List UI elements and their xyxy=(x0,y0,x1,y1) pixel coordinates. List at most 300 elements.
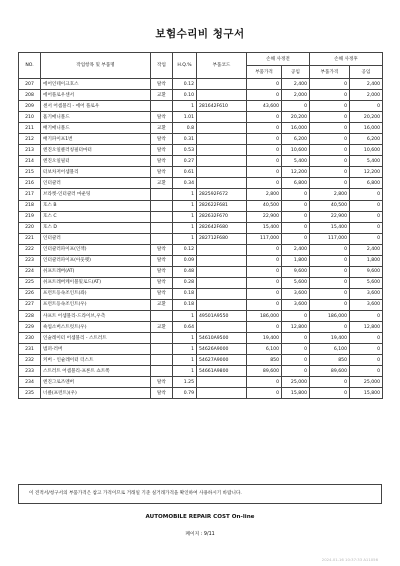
cell-before-labor: 6,800 xyxy=(282,178,310,189)
cell-before-part-price: 0 xyxy=(247,134,282,145)
cell-work xyxy=(151,355,173,366)
cell-no: 222 xyxy=(19,244,41,255)
cell-after-part-price: 0 xyxy=(310,167,350,178)
cell-after-labor: 0 xyxy=(350,101,383,112)
cell-item-name: 호스 B xyxy=(41,200,151,211)
cell-work: 탈착 xyxy=(151,266,173,277)
cell-no: 230 xyxy=(19,333,41,344)
cell-part-code: 282622F681 xyxy=(197,200,247,211)
cell-part-code xyxy=(197,255,247,266)
cell-item-name: 엔진그로즈멘버 xyxy=(41,377,151,388)
cell-after-part-price: 15,400 xyxy=(310,222,350,233)
table-row xyxy=(19,344,383,355)
cell-no: 225 xyxy=(19,277,41,288)
cell-item-name: 인터쿨러 xyxy=(41,233,151,244)
table-row xyxy=(19,333,383,344)
cell-work: 탈착 xyxy=(151,377,173,388)
cell-before-part-price: 43,600 xyxy=(247,101,282,112)
cell-before-part-price: 0 xyxy=(247,112,282,123)
cell-before-part-price: 0 xyxy=(247,178,282,189)
cell-work: 교환 xyxy=(151,90,173,101)
cell-after-part-price: 0 xyxy=(310,299,350,310)
cell-work: 교환 xyxy=(151,299,173,310)
cell-item-name: 브라켓-인터쿨러 마운팅 xyxy=(41,189,151,200)
cell-item-name: 쇽업소버스트럿트(우) xyxy=(41,322,151,333)
cell-before-part-price: 6,100 xyxy=(247,344,282,355)
cell-item-name: 배기파이프1번 xyxy=(41,134,151,145)
cell-before-part-price: 2,800 xyxy=(247,189,282,200)
cell-after-labor: 6,800 xyxy=(350,178,383,189)
table-row xyxy=(19,377,383,388)
cell-work xyxy=(151,189,173,200)
cell-hq: 1 xyxy=(173,310,197,321)
cell-after-labor: 0 xyxy=(350,355,383,366)
cell-item-name: 프런트등속조인트(좌) xyxy=(41,288,151,299)
cell-after-labor: 0 xyxy=(350,211,383,222)
cell-hq: 1 xyxy=(173,333,197,344)
header-no: NO. xyxy=(19,53,41,79)
cell-work xyxy=(151,233,173,244)
cell-no: 221 xyxy=(19,233,41,244)
cell-before-labor: 9,600 xyxy=(282,266,310,277)
cell-no: 226 xyxy=(19,288,41,299)
cell-before-labor: 10,600 xyxy=(282,145,310,156)
table-row xyxy=(19,388,383,399)
cell-part-code xyxy=(197,79,247,90)
table-row xyxy=(19,266,383,277)
cell-before-part-price: 0 xyxy=(247,322,282,333)
cell-work: 탈착 xyxy=(151,167,173,178)
table-row xyxy=(19,79,383,90)
cell-hq: 1 xyxy=(173,211,197,222)
cell-hq: 0.79 xyxy=(173,388,197,399)
cell-before-labor: 0 xyxy=(282,101,310,112)
cell-no: 227 xyxy=(19,299,41,310)
cell-before-part-price: 850 xyxy=(247,355,282,366)
cell-work: 탈착 xyxy=(151,112,173,123)
cell-item-name: 인슐레이터 어셈블리 - 스트러트 xyxy=(41,333,151,344)
cell-work xyxy=(151,310,173,321)
cell-before-part-price: 89,600 xyxy=(247,366,282,377)
cell-before-labor: 2,400 xyxy=(282,244,310,255)
cell-no: 220 xyxy=(19,222,41,233)
cell-before-labor: 0 xyxy=(282,211,310,222)
cell-hq: 0.61 xyxy=(173,167,197,178)
cell-item-name: 범퍼-러버 xyxy=(41,344,151,355)
disclaimer-note: 이 견적서/청구서의 부품가격은 참고 가격이므로 거래일 기준 실거래가격을 확인하여 사용하시기 바랍니다. xyxy=(18,484,382,504)
cell-after-labor: 3,600 xyxy=(350,288,383,299)
cell-after-part-price: 6,100 xyxy=(310,344,350,355)
cell-before-labor: 0 xyxy=(282,366,310,377)
cell-hq: 0.09 xyxy=(173,255,197,266)
cell-item-name: 에어인테이크호스 xyxy=(41,79,151,90)
cell-hq: 1 xyxy=(173,366,197,377)
table-row xyxy=(19,167,383,178)
cell-part-code xyxy=(197,123,247,134)
cell-before-labor: 0 xyxy=(282,222,310,233)
cell-hq: 0.64 xyxy=(173,322,197,333)
header-after-part-price: 부품가격 xyxy=(310,66,350,79)
table-row xyxy=(19,288,383,299)
header-before-labor: 공임 xyxy=(282,66,310,79)
cell-after-part-price: 117,000 xyxy=(310,233,350,244)
cell-hq: 1 xyxy=(173,355,197,366)
cell-before-part-price: 0 xyxy=(247,123,282,134)
cell-after-part-price: 0 xyxy=(310,288,350,299)
cell-after-labor: 0 xyxy=(350,222,383,233)
cell-after-part-price: 89,600 xyxy=(310,366,350,377)
cell-hq: 0.18 xyxy=(173,299,197,310)
cell-before-labor: 20,200 xyxy=(282,112,310,123)
cell-after-labor: 5,600 xyxy=(350,277,383,288)
cell-part-code: 54626A9000 xyxy=(197,344,247,355)
cell-part-code xyxy=(197,266,247,277)
table-row xyxy=(19,322,383,333)
cell-no: 213 xyxy=(19,145,41,156)
table-row xyxy=(19,299,383,310)
cell-after-labor: 25,000 xyxy=(350,377,383,388)
cell-before-part-price: 0 xyxy=(247,299,282,310)
cell-hq: 0.18 xyxy=(173,288,197,299)
cell-no: 210 xyxy=(19,112,41,123)
cell-work: 교환 xyxy=(151,178,173,189)
cell-after-part-price: 0 xyxy=(310,156,350,167)
cell-no: 215 xyxy=(19,167,41,178)
cell-no: 235 xyxy=(19,388,41,399)
cell-no: 212 xyxy=(19,134,41,145)
header-before: 손해 사정전 xyxy=(247,53,310,66)
cell-after-labor: 0 xyxy=(350,344,383,355)
cell-no: 211 xyxy=(19,123,41,134)
cell-item-name: 너클(프런트)(우) xyxy=(41,388,151,399)
cell-work: 탈착 xyxy=(151,145,173,156)
cell-no: 208 xyxy=(19,90,41,101)
header-before-part-price: 부품가격 xyxy=(247,66,282,79)
cell-item-name: 흡기매니폴드 xyxy=(41,112,151,123)
cell-part-code: 282632F670 xyxy=(197,211,247,222)
cell-before-part-price: 117,000 xyxy=(247,233,282,244)
cell-after-part-price: 0 xyxy=(310,101,350,112)
table-row xyxy=(19,244,383,255)
table-row xyxy=(19,255,383,266)
table-row xyxy=(19,123,383,134)
cell-after-labor: 12,800 xyxy=(350,322,383,333)
cell-before-part-price: 0 xyxy=(247,156,282,167)
cell-item-name: 에어플로우센서 xyxy=(41,90,151,101)
cell-after-labor: 0 xyxy=(350,366,383,377)
table-row xyxy=(19,145,383,156)
cell-after-part-price: 22,900 xyxy=(310,211,350,222)
cell-item-name: 스트러트 어셈블리-프론트 쇼트쪽 xyxy=(41,366,151,377)
cell-item-name: 호스 D xyxy=(41,222,151,233)
cell-before-labor: 0 xyxy=(282,310,310,321)
cell-after-labor: 9,600 xyxy=(350,266,383,277)
table-row xyxy=(19,277,383,288)
cell-after-part-price: 0 xyxy=(310,277,350,288)
cell-no: 217 xyxy=(19,189,41,200)
cell-before-labor: 0 xyxy=(282,333,310,344)
cell-work xyxy=(151,200,173,211)
cell-hq: 1 xyxy=(173,189,197,200)
cell-no: 229 xyxy=(19,322,41,333)
cell-after-labor: 2,400 xyxy=(350,79,383,90)
cell-before-labor: 0 xyxy=(282,233,310,244)
cell-before-part-price: 19,400 xyxy=(247,333,282,344)
print-stamp: 2024-01-16 10:37:33 A11056 xyxy=(321,557,378,562)
cell-after-labor: 16,000 xyxy=(350,123,383,134)
cell-before-part-price: 0 xyxy=(247,90,282,101)
cell-after-part-price: 186,000 xyxy=(310,310,350,321)
cell-part-code: 281642F610 xyxy=(197,101,247,112)
cell-before-part-price: 0 xyxy=(247,167,282,178)
cell-after-labor: 10,600 xyxy=(350,145,383,156)
cell-hq: 0.48 xyxy=(173,266,197,277)
cell-after-part-price: 0 xyxy=(310,178,350,189)
cell-part-code: 54627A9000 xyxy=(197,355,247,366)
cell-before-labor: 0 xyxy=(282,355,310,366)
cell-work: 교환 xyxy=(151,322,173,333)
cell-before-labor: 2,400 xyxy=(282,79,310,90)
cell-work xyxy=(151,333,173,344)
cell-work: 탈착 xyxy=(151,288,173,299)
cell-before-labor: 3,600 xyxy=(282,288,310,299)
header-hq: H.Q.% xyxy=(173,53,197,79)
cell-after-labor: 0 xyxy=(350,200,383,211)
cell-part-code: 282712F680 xyxy=(197,233,247,244)
header-item: 작업항목 및 부품명 xyxy=(41,53,151,79)
cell-work: 탈착 xyxy=(151,244,173,255)
cell-after-part-price: 0 xyxy=(310,145,350,156)
cell-hq: 1 xyxy=(173,101,197,112)
table-row xyxy=(19,189,383,200)
cell-no: 228 xyxy=(19,310,41,321)
claim-sheet xyxy=(18,52,382,399)
cell-before-part-price: 0 xyxy=(247,266,282,277)
cell-before-labor: 5,400 xyxy=(282,156,310,167)
cell-hq: 0.31 xyxy=(173,134,197,145)
cell-hq: 0.34 xyxy=(173,178,197,189)
cell-after-labor: 1,800 xyxy=(350,255,383,266)
cell-before-part-price: 40,500 xyxy=(247,200,282,211)
cell-hq: 0.53 xyxy=(173,145,197,156)
document-title: 보험수리비 청구서 xyxy=(155,28,245,40)
cell-part-code xyxy=(197,167,247,178)
cell-after-part-price: 40,500 xyxy=(310,200,350,211)
cell-item-name: 인터쿨러파이프(인젝) xyxy=(41,244,151,255)
header-work: 작업 xyxy=(151,53,173,79)
claim-table xyxy=(18,52,383,399)
cell-after-labor: 15,800 xyxy=(350,388,383,399)
cell-part-code xyxy=(197,277,247,288)
cell-part-code xyxy=(197,377,247,388)
cell-work: 탈착 xyxy=(151,79,173,90)
cell-work: 탈착 xyxy=(151,134,173,145)
table-row xyxy=(19,222,383,233)
cell-hq: 1 xyxy=(173,344,197,355)
cell-no: 233 xyxy=(19,366,41,377)
cell-after-part-price: 0 xyxy=(310,90,350,101)
cell-before-labor: 16,000 xyxy=(282,123,310,134)
cell-no: 209 xyxy=(19,101,41,112)
cell-hq: 1 xyxy=(173,233,197,244)
cell-no: 218 xyxy=(19,200,41,211)
cell-after-labor: 2,400 xyxy=(350,244,383,255)
table-row xyxy=(19,200,383,211)
footer-title: AUTOMOBILE REPAIR COST On-line xyxy=(145,514,255,520)
cell-no: 214 xyxy=(19,156,41,167)
cell-after-labor: 3,600 xyxy=(350,299,383,310)
cell-after-part-price: 0 xyxy=(310,388,350,399)
cell-part-code: 54661A9800 xyxy=(197,366,247,377)
cell-before-part-price: 15,400 xyxy=(247,222,282,233)
cell-hq: 1 xyxy=(173,200,197,211)
cell-before-part-price: 0 xyxy=(247,255,282,266)
cell-before-part-price: 186,000 xyxy=(247,310,282,321)
table-row xyxy=(19,211,383,222)
cell-hq: 0.10 xyxy=(173,90,197,101)
cell-hq: 0.28 xyxy=(173,277,197,288)
cell-hq: 0.12 xyxy=(173,79,197,90)
cell-after-part-price: 0 xyxy=(310,112,350,123)
cell-before-part-price: 0 xyxy=(247,145,282,156)
table-body xyxy=(19,79,383,399)
cell-part-code xyxy=(197,90,247,101)
cell-hq: 1.01 xyxy=(173,112,197,123)
cell-after-part-price: 0 xyxy=(310,123,350,134)
cell-work xyxy=(151,344,173,355)
cell-hq: 0.27 xyxy=(173,156,197,167)
cell-before-labor: 0 xyxy=(282,344,310,355)
cell-item-name: 센서 어셈블리 - 에어 플로우 xyxy=(41,101,151,112)
table-row xyxy=(19,366,383,377)
cell-after-part-price: 850 xyxy=(310,355,350,366)
cell-no: 223 xyxy=(19,255,41,266)
cell-item-name: 인터쿨러파이프(아웃렛) xyxy=(41,255,151,266)
cell-item-name: 터보차저어셈블리 xyxy=(41,167,151,178)
cell-after-part-price: 0 xyxy=(310,79,350,90)
cell-after-labor: 5,400 xyxy=(350,156,383,167)
cell-before-part-price: 0 xyxy=(247,388,282,399)
cell-item-name: 엔진오일클러칭필터마터 xyxy=(41,145,151,156)
cell-hq: 0.8 xyxy=(173,123,197,134)
cell-before-part-price: 0 xyxy=(247,277,282,288)
cell-part-code: 49501A9550 xyxy=(197,310,247,321)
cell-item-name: 호스 C xyxy=(41,211,151,222)
cell-no: 219 xyxy=(19,211,41,222)
cell-work xyxy=(151,366,173,377)
cell-after-labor: 6,200 xyxy=(350,134,383,145)
cell-work: 탈착 xyxy=(151,255,173,266)
cell-part-code xyxy=(197,322,247,333)
table-header xyxy=(19,53,383,79)
cell-before-labor: 12,800 xyxy=(282,322,310,333)
cell-work: 탈착 xyxy=(151,277,173,288)
cell-no: 232 xyxy=(19,355,41,366)
cell-no: 207 xyxy=(19,79,41,90)
cell-part-code xyxy=(197,388,247,399)
cell-item-name: 인터쿨러 xyxy=(41,178,151,189)
cell-part-code xyxy=(197,288,247,299)
cell-part-code xyxy=(197,134,247,145)
cell-item-name: 쉬프트레버(AT) xyxy=(41,266,151,277)
cell-before-part-price: 0 xyxy=(247,79,282,90)
table-row xyxy=(19,90,383,101)
cell-item-name: 배기매니폴드 xyxy=(41,123,151,134)
cell-after-labor: 0 xyxy=(350,310,383,321)
table-row xyxy=(19,101,383,112)
cell-before-labor: 25,000 xyxy=(282,377,310,388)
header-after: 손해 사정후 xyxy=(310,53,383,66)
cell-before-labor: 0 xyxy=(282,200,310,211)
cell-part-code xyxy=(197,112,247,123)
cell-before-labor: 0 xyxy=(282,189,310,200)
cell-work xyxy=(151,101,173,112)
table-row xyxy=(19,134,383,145)
cell-after-part-price: 0 xyxy=(310,244,350,255)
cell-part-code: 282642F680 xyxy=(197,222,247,233)
table-row xyxy=(19,112,383,123)
cell-item-name: 샤프트 어셈블리-드라이브,우측 xyxy=(41,310,151,321)
table-row xyxy=(19,156,383,167)
cell-part-code: 54610A9500 xyxy=(197,333,247,344)
cell-before-labor: 3,600 xyxy=(282,299,310,310)
cell-part-code xyxy=(197,156,247,167)
cell-after-part-price: 2,800 xyxy=(310,189,350,200)
cell-work xyxy=(151,222,173,233)
cell-after-labor: 0 xyxy=(350,233,383,244)
cell-item-name: 프런트등속조인트(우) xyxy=(41,299,151,310)
cell-after-part-price: 0 xyxy=(310,134,350,145)
cell-part-code xyxy=(197,178,247,189)
table-row xyxy=(19,355,383,366)
cell-after-labor: 0 xyxy=(350,333,383,344)
cell-work: 교환 xyxy=(151,123,173,134)
cell-after-labor: 2,000 xyxy=(350,90,383,101)
cell-item-name: 커버 - 인슐레이터 더스트 xyxy=(41,355,151,366)
cell-after-labor: 20,200 xyxy=(350,112,383,123)
cell-no: 224 xyxy=(19,266,41,277)
cell-before-part-price: 0 xyxy=(247,288,282,299)
cell-after-part-price: 0 xyxy=(310,255,350,266)
cell-before-labor: 5,600 xyxy=(282,277,310,288)
cell-no: 231 xyxy=(19,344,41,355)
header-code: 부품코드 xyxy=(197,53,247,79)
cell-before-labor: 12,200 xyxy=(282,167,310,178)
cell-part-code xyxy=(197,299,247,310)
cell-part-code: 282592F672 xyxy=(197,189,247,200)
table-row xyxy=(19,233,383,244)
cell-item-name: 엔진오일필터 xyxy=(41,156,151,167)
cell-before-part-price: 0 xyxy=(247,244,282,255)
cell-work xyxy=(151,211,173,222)
cell-hq: 1.25 xyxy=(173,377,197,388)
cell-before-labor: 1,800 xyxy=(282,255,310,266)
table-row xyxy=(19,310,383,321)
cell-before-labor: 15,800 xyxy=(282,388,310,399)
cell-after-part-price: 0 xyxy=(310,377,350,388)
cell-hq: 1 xyxy=(173,222,197,233)
table-row xyxy=(19,178,383,189)
cell-before-labor: 6,200 xyxy=(282,134,310,145)
cell-part-code xyxy=(197,244,247,255)
cell-item-name: 쉬프트레버케이블및로드(AT) xyxy=(41,277,151,288)
cell-after-labor: 0 xyxy=(350,189,383,200)
cell-work: 탈착 xyxy=(151,156,173,167)
cell-before-labor: 2,000 xyxy=(282,90,310,101)
cell-after-part-price: 0 xyxy=(310,266,350,277)
cell-no: 216 xyxy=(19,178,41,189)
cell-after-part-price: 19,400 xyxy=(310,333,350,344)
